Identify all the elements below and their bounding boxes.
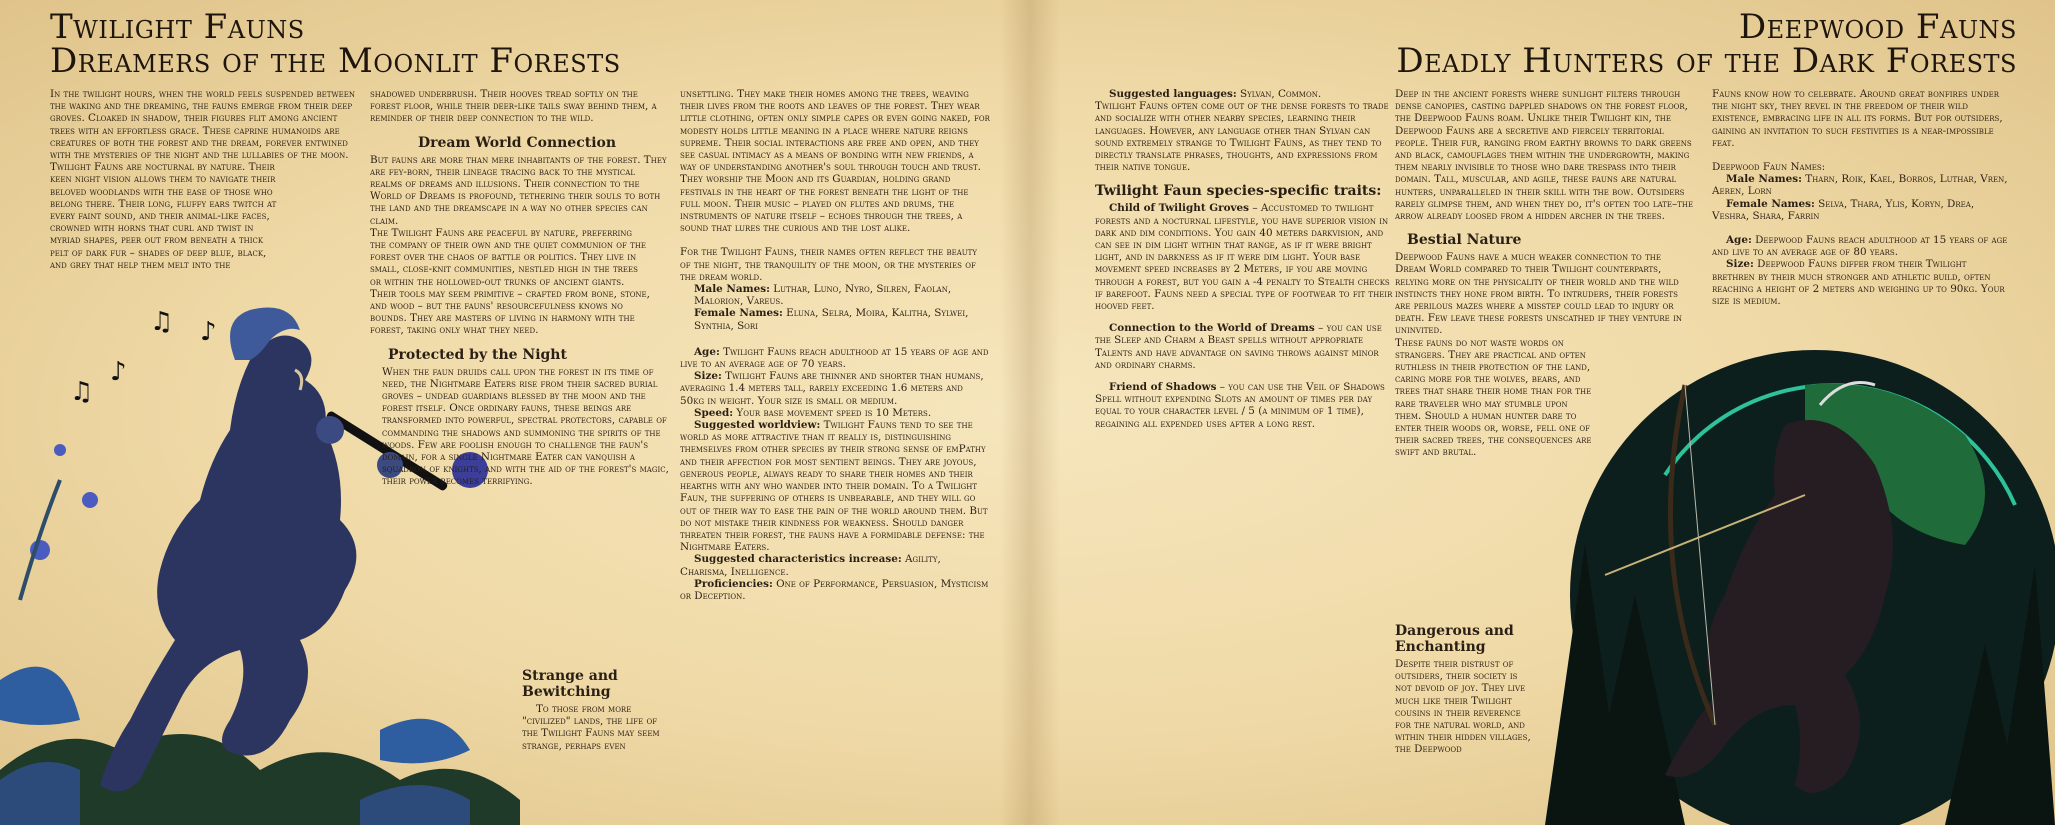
characteristics-line	[680, 553, 990, 577]
protected-paragraph: When the faun druids call upon the forest in its time of need, the Nightmare Eaters rise from their sacred burial groves – undead guardians blessed by the moon and the forest itself. Once ordinary fauns, these beings are transformed into powerful, spectral protectors, capable of commanding the shadows and summoning the spirits of the woods. Few are foolish enough to challenge the faun's domain, for a single Nightmare Eater can vanquish a squadron of knights, and with the aid of the forest's magic, their power becomes terrifying.	[382, 365, 669, 488]
deepwood-male-names-label: Male Names:	[1726, 173, 1802, 186]
languages-label: Suggested languages:	[1109, 88, 1237, 100]
celebration-paragraph: Fauns know how to celebrate. Around great bonfires under the night sky, they revel in the freedom of their wild existence, embracing life in all its forms. But for outsiders, gaining an invitation to such festivities is a near-impossible feat.	[1712, 88, 2003, 149]
speed-label: Speed:	[694, 406, 734, 419]
right-page-title	[1396, 7, 2017, 81]
size-label: Size:	[694, 370, 722, 383]
dream-world-heading: Dream World Connection	[418, 134, 617, 151]
col3-paragraph-1: unsettling. They make their homes among the trees, weaving their lives from the roots and leaves of the forest. They wear little clothing, often only simple capes or even going naked, for modesty holds little meaning in a place where nature reigns supreme. Their social interactions are free and open, and they see casual intimacy as a means of bonding with new friends, a way of understanding another's soul through touch and trust.	[680, 88, 990, 174]
female-names-label: Female Names:	[694, 307, 783, 320]
right-column-2	[1395, 88, 1695, 459]
characteristics-text: Agility, Charisma, Inelligence.	[680, 553, 941, 578]
page-gutter	[1000, 0, 1060, 825]
right-column-3	[1712, 88, 2012, 307]
deepwood-size-label: Size:	[1726, 258, 1754, 271]
male-names: Luthar, Luno, Nyro, Silren, Faolan, Malorion, Vareus.	[694, 283, 952, 308]
col3-paragraph-3: For the Twilight Fauns, their names often reflect the beauty of the night, the tranquility of the moon, or the mysteries of the dream world.	[680, 246, 977, 283]
svg-text:♪: ♪	[110, 357, 127, 387]
male-names-label: Male Names:	[694, 283, 770, 296]
deepwood-male-names: Tharn, Roik, Kael, Borros, Luthar, Vren, Aeren, Lorn	[1712, 173, 2008, 198]
worldview-text: Twilight Fauns tend to see the world as more attractive than it really is, distinguishing themselves from other species by their strong sense of emPathy and their affection for most sentient beings. They are joyous, generous people, always ready to share their homes and their hearths with any who wander into their domain. To a Twilight Faun, the suffering of others is unbearable, and they will go out of their way to ease the pain of the world around them. But do not mistake their kindness for weakness. Should danger threaten their forest, the fauns have a formidable defense: the Nightmare Eaters.	[680, 419, 988, 554]
friend-trait	[1095, 381, 1395, 430]
left-column-2	[370, 88, 670, 488]
characteristics-label: Suggested characteristics increase:	[694, 553, 902, 566]
age-text: Twilight Fauns reach adulthood at 15 years of age and live to an average age of 70 years.	[680, 345, 989, 371]
deepwood-age-text: Deepwood Fauns reach adulthood at 15 years of age and live to an average age of 80 years.	[1712, 234, 2008, 259]
age-line	[680, 346, 990, 370]
child-trait	[1095, 202, 1395, 312]
deepwood-male-names-line	[1712, 173, 2012, 197]
svg-text:♪: ♪	[200, 317, 217, 347]
friend-label: Friend of Shadows	[1109, 381, 1217, 394]
dangerous-paragraph: Despite their distrust of outsiders, their society is not devoid of joy. They live much like their Twilight cousins in their reverence for the natural world, and within their hidden villages, the Deepwood	[1395, 658, 1531, 756]
deepwood-age-line	[1712, 234, 2012, 258]
proficiencies-line	[680, 578, 990, 602]
intro-paragraph-2: Twilight Fauns are nocturnal by nature. Their keen night vision allows them to navigate their beloved woodlands with the ease of those who belong there. Their long, fluffy ears twitch at every faint sound, and their animal-like faces, crowned with horns that curl and twist in myriad shapes, peer out from beneath a thick pelt of dark fur – shades of deep blue, black, and grey that help them melt into the	[50, 161, 277, 271]
size-text: Twilight Fauns are thinner and shorter than humans, averaging 1.4 meters tall, rarely exceeding 1.6 meters and 50kg in weight. Your size is small or medium.	[680, 370, 984, 407]
music-notes-icon	[70, 307, 217, 407]
right-title-line2: Deadly Hunters of the Dark Forests	[1396, 41, 2017, 81]
left-title-line1: Twilight Fauns	[50, 7, 305, 47]
strange-block	[522, 668, 662, 752]
traits-heading: Twilight Faun species-specific traits:	[1095, 183, 1382, 200]
protected-heading: Protected by the Night	[388, 346, 567, 363]
col3-paragraph-2: They worship the Moon and its Guardian, holding grand festivals in the heart of the forest beneath the light of the full moon. Their music – played on flutes and drums, the instruments of nature itself – echoes through the trees, a sound that lures the curious and the lost alike.	[680, 173, 969, 235]
names-intro: Deepwood Faun Names:	[1712, 161, 1826, 174]
strange-paragraph: To those from more "civilized" lands, the life of the Twilight Fauns may seem strange, perhaps even	[522, 703, 660, 752]
svg-text:♫: ♫	[70, 377, 94, 407]
speed-text: Your base movement speed is 10 Meters.	[736, 406, 932, 419]
deepwood-age-label: Age:	[1726, 234, 1752, 247]
worldview-line	[680, 419, 990, 553]
child-label: Child of Twilight Groves	[1109, 202, 1250, 215]
friend-text: – you can use the Veil of Shadows Spell without expending Slots an amount of times per day equal to your character level / 5 (a minimum of 1 time), regaining all expended uses after a long rest.	[1095, 381, 1385, 430]
languages-line	[1109, 88, 1395, 100]
left-title-line2: Dreamers of the Moonlit Forests	[50, 41, 621, 81]
proficiencies-label: Proficiencies:	[694, 577, 773, 590]
deepwood-size-text: Deepwood Fauns differ from their Twilight brethren by their much stronger and athletic build, often reaching a height of 2 meters and weighing up to 90kg. Your size is medium.	[1712, 258, 2005, 308]
female-names-line	[694, 307, 990, 331]
male-names-line	[694, 283, 990, 307]
deepwood-female-names-line	[1712, 198, 2012, 222]
deepwood-female-names: Selva, Thara, Ylis, Koryn, Drea, Veshra, Shara, Farrin	[1712, 197, 1975, 222]
dangerous-block	[1395, 623, 1535, 756]
deepwood-female-names-label: Female Names:	[1726, 197, 1815, 210]
col2-lead-paragraph: shadowed underbrush. Their hooves tread softly on the forest floor, while their deer-like tails sway behind them, a reminder of their deep connection to the wild.	[370, 88, 657, 125]
proficiencies-text: One of Performance, Persuasion, Mysticism or Deception.	[680, 577, 989, 602]
strange-heading: Strange and Bewitching	[522, 668, 618, 700]
left-column-3	[680, 88, 990, 602]
dangerous-heading: Dangerous and Enchanting	[1395, 623, 1514, 655]
bestial-paragraph-1: Deepwood Fauns have a much weaker connection to the Dream World compared to their Twilight counterparts, relying more on the physicality of their world and the wild instincts they hone from birth. To intruders, their forests are perilous mazes where a misstep could lead to injury or death. Few leave these forests unscathed if they venture in uninvited.	[1395, 251, 1682, 337]
dream-world-paragraph-1: But fauns are more than mere inhabitants of the forest. They are fey-born, their lineage tracing back to the mystical realms of dreams and illusions. Their connection to the World of Dreams is profound, tethering their souls to both the land and the dreamscape in a way no other species can claim.	[370, 153, 667, 227]
age-label: Age:	[694, 345, 720, 358]
connection-trait	[1095, 322, 1395, 371]
deepwood-size-line	[1712, 258, 2012, 307]
bestial-paragraph-2: These fauns do not waste words on strangers. They are practical and often ruthless in their protection of the land, caring more for the wolves, bears, and trees that share their home than for the rare traveler who may stumble upon them. Should a human hunter dare to enter their woods or, worse, fell one of their sacred trees, the consequences are swift and brutal.	[1395, 336, 1592, 459]
size-line	[680, 370, 990, 407]
deepwood-intro-paragraph: Deep in the ancient forests where sunlight filters through dense canopies, casting dappled shadows on the forest floor, the Deepwood Fauns roam. Unlike their Twilight kin, the Deepwood Fauns are a secretive and fiercely territorial people. Their fur, ranging from earthy browns to dark greens and black, camouflages them within the undergrowth, making them nearly invisible to those who dare trespass into their domain. Tall, muscular, and agile, these fauns are natural hunters, unparalleled in their skill with the bow. Outsiders rarely glimpse them, and when they do, it's often too late–the arrow already loosed from a hidden archer in the trees.	[1395, 88, 1694, 223]
left-column-1	[50, 88, 355, 271]
speed-line	[680, 407, 990, 419]
right-title-line1: Deepwood Fauns	[1738, 7, 2017, 47]
connection-text: – you can use the Sleep and Charm a Beast spells without appropriate Talents and have advantage on saving throws against minor and ordinary charms.	[1095, 322, 1382, 371]
languages-text: Sylvan, Common.	[1240, 88, 1322, 100]
intro-paragraph-1: In the twilight hours, when the world feels suspended between the waking and the dreaming, the fauns emerge from their deep groves. Cloaked in shadow, their figures flit among ancient trees with an effortless grace. These caprine humanoids are creatures of both the forest and the dream, forever entwined with the mysteries of the night and the lullabies of the moon.	[50, 88, 355, 162]
child-text: – Accustomed to twilight forests and a nocturnal lifestyle, you have superior vision in dark and dim conditions. You gain 40 meters darkvision, and can see in dim light within that range, as if it were bright light, and in darkness as if it were dim light. Your base movement speed increases by 2 Meters, if you are moving through a forest, but you gain a -4 penalty to Stealth checks if barefoot. Fauns need a special type of footwear to fit their hooved feet.	[1095, 202, 1393, 313]
left-page-title	[50, 7, 621, 81]
connection-label: Connection to the World of Dreams	[1109, 322, 1315, 335]
worldview-label: Suggested worldview:	[694, 419, 821, 432]
bestial-heading: Bestial Nature	[1407, 232, 1522, 249]
languages-paragraph: Twilight Fauns often come out of the dense forests to trade and socialize with other nearby species, learning their languages. However, any language other than Sylvan can sound extremely strange to Twilight Fauns, as they tend to directly translate phrases, thoughts, and expressions from their native tongue.	[1095, 100, 1389, 174]
svg-text:♫: ♫	[150, 307, 174, 337]
right-column-1	[1095, 88, 1395, 430]
female-names: Eluna, Selra, Moira, Kalitha, Sylwei, Synthia, Sori	[694, 307, 969, 332]
dream-world-paragraph-2: The Twilight Fauns are peaceful by nature, preferring the company of their own and the quiet communion of the forest over the chaos of battle or politics. They live in small, close-knit communities, nestled high in the trees or within the hollowed-out trunks of ancient giants. Their tools may seem primitive – crafted from bone, stone, and wood – but the fauns' resourcefulness knows no bounds. They are masters of living in harmony with the forest, taking only what they need.	[370, 226, 650, 337]
